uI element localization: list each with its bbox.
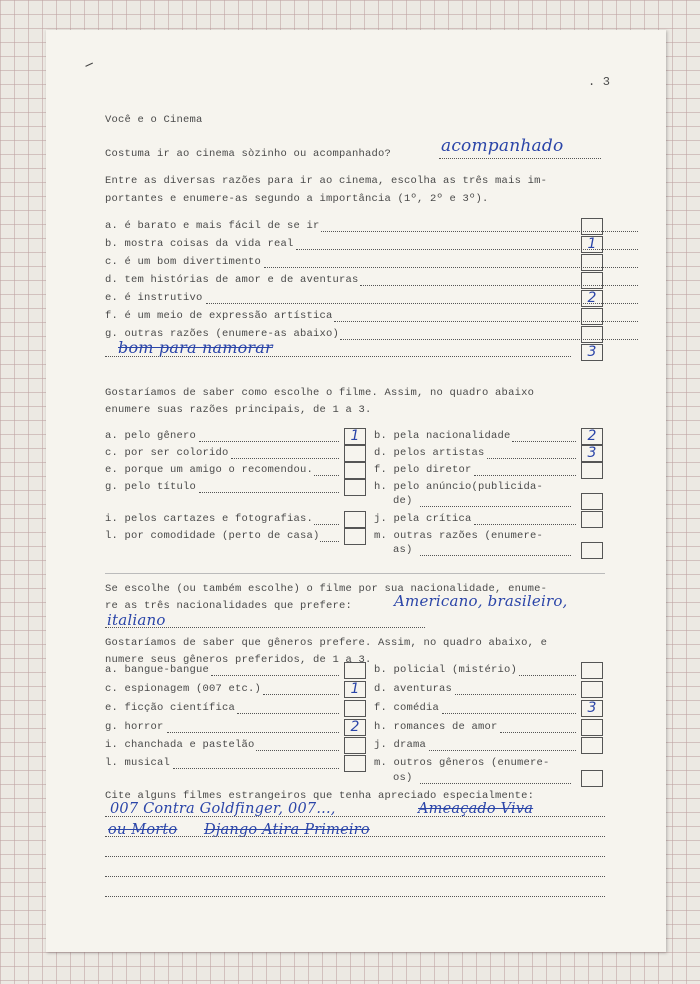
q6-answer-line2a[interactable]: ou Morto: [108, 822, 178, 838]
q3-left-option-label: c. por ser colorido: [105, 447, 229, 459]
q5-right-option-box[interactable]: 3: [581, 700, 603, 717]
q2-option-box[interactable]: [581, 326, 603, 343]
q5-left-option-label: e. ficção científica: [105, 702, 236, 714]
q5-right-option-box[interactable]: [581, 737, 603, 754]
q5-left-option-box[interactable]: [344, 700, 366, 717]
q3-right-option-dots: [474, 475, 576, 476]
q5-right-option-dots: [442, 713, 576, 714]
q5-left-option-box[interactable]: [344, 662, 366, 679]
q3-left-option-box[interactable]: [344, 528, 366, 545]
q3-left-option-dots: [314, 524, 339, 525]
q3-right-option-label: d. pelos artistas: [374, 447, 485, 459]
q3-right-option-label-cont: de): [393, 495, 413, 507]
q5-left-option-dots: [211, 675, 339, 676]
q6-answer-line1a[interactable]: 007 Contra Goldfinger, 007...,: [110, 801, 336, 817]
q5-left-option-dots: [256, 750, 339, 751]
q3-right-option-box[interactable]: [581, 493, 603, 510]
q2-other-box[interactable]: 3: [581, 344, 603, 361]
q2-intro-line1: Entre as diversas razões para ir ao cinema, escolha as três mais im-: [105, 175, 548, 187]
q5-right-option-label: f. comédia: [374, 702, 440, 714]
q3-left-option-dots: [320, 541, 339, 542]
divider: [105, 573, 605, 574]
q5-right-option-dots: [500, 732, 576, 733]
q5-left-option-dots: [263, 694, 339, 695]
q2-option-box[interactable]: 2: [581, 290, 603, 307]
q2-other-answer[interactable]: bom para namorar: [118, 338, 273, 357]
q3-right-option-box[interactable]: [581, 462, 603, 479]
q2-option-label: b. mostra coisas da vida real: [105, 238, 294, 250]
q3-right-option-label: b. pela nacionalidade: [374, 430, 511, 442]
q3-left-option-label: l. por comodidade (perto de casa): [105, 530, 320, 542]
q4-answer-underline: [105, 627, 425, 628]
q2-option-box[interactable]: [581, 218, 603, 235]
q6-line4: [105, 876, 605, 877]
q2-option-dots: [206, 303, 638, 304]
q5-left-option-box[interactable]: [344, 755, 366, 772]
q5-left-option-box[interactable]: [344, 737, 366, 754]
q4-intro-line2: re as três nacionalidades que prefere:: [105, 600, 353, 612]
q5-left-option-dots: [237, 713, 339, 714]
q4-intro-line1: Se escolhe (ou também escolhe) o filme por sua nacionalidade, enume-: [105, 583, 548, 595]
q3-right-option-label: f. pelo diretor: [374, 464, 472, 476]
q3-right-option-box[interactable]: [581, 542, 603, 559]
q3-right-option-label: h. pelo anúncio(publicida-: [374, 481, 544, 493]
q3-left-option-dots: [231, 458, 339, 459]
q2-option-label: c. é um bom divertimento: [105, 256, 262, 268]
q4-answer-line2[interactable]: italiano: [107, 611, 166, 629]
q5-right-option-label-cont: os): [393, 772, 413, 784]
q5-right-option-box[interactable]: [581, 662, 603, 679]
q2-option-label: e. é instrutivo: [105, 292, 203, 304]
q3-right-option-dots: [420, 555, 571, 556]
q3-right-option-box[interactable]: 2: [581, 428, 603, 445]
q3-intro-line1: Gostaríamos de saber como escolhe o filme. Assim, no quadro abaixo: [105, 387, 535, 399]
q5-left-option-box[interactable]: 2: [344, 719, 366, 736]
q5-left-option-label: i. chanchada e pastelão: [105, 739, 255, 751]
q5-intro-line2: numere seus gêneros preferidos, de 1 a 3.: [105, 654, 372, 666]
q5-left-option-label: l. musical: [105, 757, 171, 769]
q5-right-option-label: b. policial (mistério): [374, 664, 518, 676]
q3-right-option-dots: [474, 524, 576, 525]
q5-right-option-label: m. outros gêneros (enumere-: [374, 757, 550, 769]
q3-right-option-box[interactable]: 3: [581, 445, 603, 462]
q6-question: Cite alguns filmes estrangeiros que tenha apreciado especialmente:: [105, 790, 535, 802]
q1-question: Costuma ir ao cinema sòzinho ou acompanhado?: [105, 148, 392, 160]
q6-line3: [105, 856, 605, 857]
q5-right-option-dots: [519, 675, 576, 676]
q2-option-label: d. tem histórias de amor e de aventuras: [105, 274, 359, 286]
q3-right-option-box[interactable]: [581, 511, 603, 528]
pen-mark: [85, 63, 94, 71]
q3-right-option-dots: [420, 506, 571, 507]
q5-left-option-label: c. espionagem (007 etc.): [105, 683, 262, 695]
q6-line2: [105, 836, 605, 837]
q5-intro-line1: Gostaríamos de saber que gêneros prefere. Assim, no quadro abaixo, e: [105, 637, 548, 649]
q5-left-option-label: a. bangue-bangue: [105, 664, 210, 676]
q3-left-option-box[interactable]: [344, 511, 366, 528]
q3-left-option-label: i. pelos cartazes e fotografias.: [105, 513, 314, 525]
q6-answer-line1b[interactable]: Ameaçado Viva: [418, 801, 534, 817]
q5-right-option-label: d. aventuras: [374, 683, 453, 695]
q5-left-option-box[interactable]: 1: [344, 681, 366, 698]
q4-answer-line1[interactable]: Americano, brasileiro,: [394, 592, 568, 610]
q2-option-box[interactable]: [581, 308, 603, 325]
q5-right-option-dots: [420, 783, 571, 784]
q3-right-option-dots: [512, 441, 576, 442]
q5-right-option-label: j. drama: [374, 739, 427, 751]
q6-line1: [105, 816, 605, 817]
q5-right-option-dots: [429, 750, 576, 751]
q1-answer[interactable]: acompanhado: [441, 136, 564, 156]
q6-line5: [105, 896, 605, 897]
questionnaire-page: [46, 30, 666, 952]
q5-left-option-dots: [167, 732, 339, 733]
q3-right-option-dots: [487, 458, 576, 459]
q2-option-box[interactable]: [581, 254, 603, 271]
q3-left-option-box[interactable]: [344, 445, 366, 462]
page-number: . 3: [588, 75, 611, 89]
q5-right-option-box[interactable]: [581, 770, 603, 787]
q5-left-option-label: g. horror: [105, 721, 164, 733]
q5-left-option-dots: [173, 768, 339, 769]
q3-left-option-box[interactable]: [344, 479, 366, 496]
q5-right-option-box[interactable]: [581, 719, 603, 736]
q5-right-option-dots: [455, 694, 576, 695]
q5-right-option-label: h. romances de amor: [374, 721, 498, 733]
q3-left-option-box[interactable]: [344, 462, 366, 479]
q3-right-option-label: m. outras razões (enumere-: [374, 530, 544, 542]
q3-left-option-box[interactable]: 1: [344, 428, 366, 445]
q2-intro-line2: portantes e enumere-as segundo a importância (1º, 2º e 3º).: [105, 193, 489, 205]
q2-option-box[interactable]: [581, 272, 603, 289]
q2-option-label: f. é um meio de expressão artística: [105, 310, 333, 322]
q3-left-option-label: a. pelo gênero: [105, 430, 197, 442]
q3-right-option-label: j. pela crítica: [374, 513, 472, 525]
section-title: Você e o Cinema: [105, 114, 203, 126]
q2-option-label: g. outras razões (enumere-as abaixo): [105, 328, 340, 340]
q3-intro-line2: enumere suas razões principais, de 1 a 3.: [105, 404, 372, 416]
q1-answer-line: [439, 158, 601, 159]
q5-right-option-box[interactable]: [581, 681, 603, 698]
q3-right-option-label-cont: as): [393, 544, 413, 556]
q2-option-label: a. é barato e mais fácil de se ir: [105, 220, 320, 232]
q3-left-option-dots: [314, 475, 339, 476]
q3-left-option-dots: [199, 492, 339, 493]
q2-option-box[interactable]: 1: [581, 236, 603, 253]
q3-left-option-dots: [199, 441, 339, 442]
q3-left-option-label: g. pelo título: [105, 481, 197, 493]
q6-answer-line2b[interactable]: Django Atira Primeiro: [204, 822, 370, 838]
q3-left-option-label: e. porque um amigo o recomendou.: [105, 464, 314, 476]
